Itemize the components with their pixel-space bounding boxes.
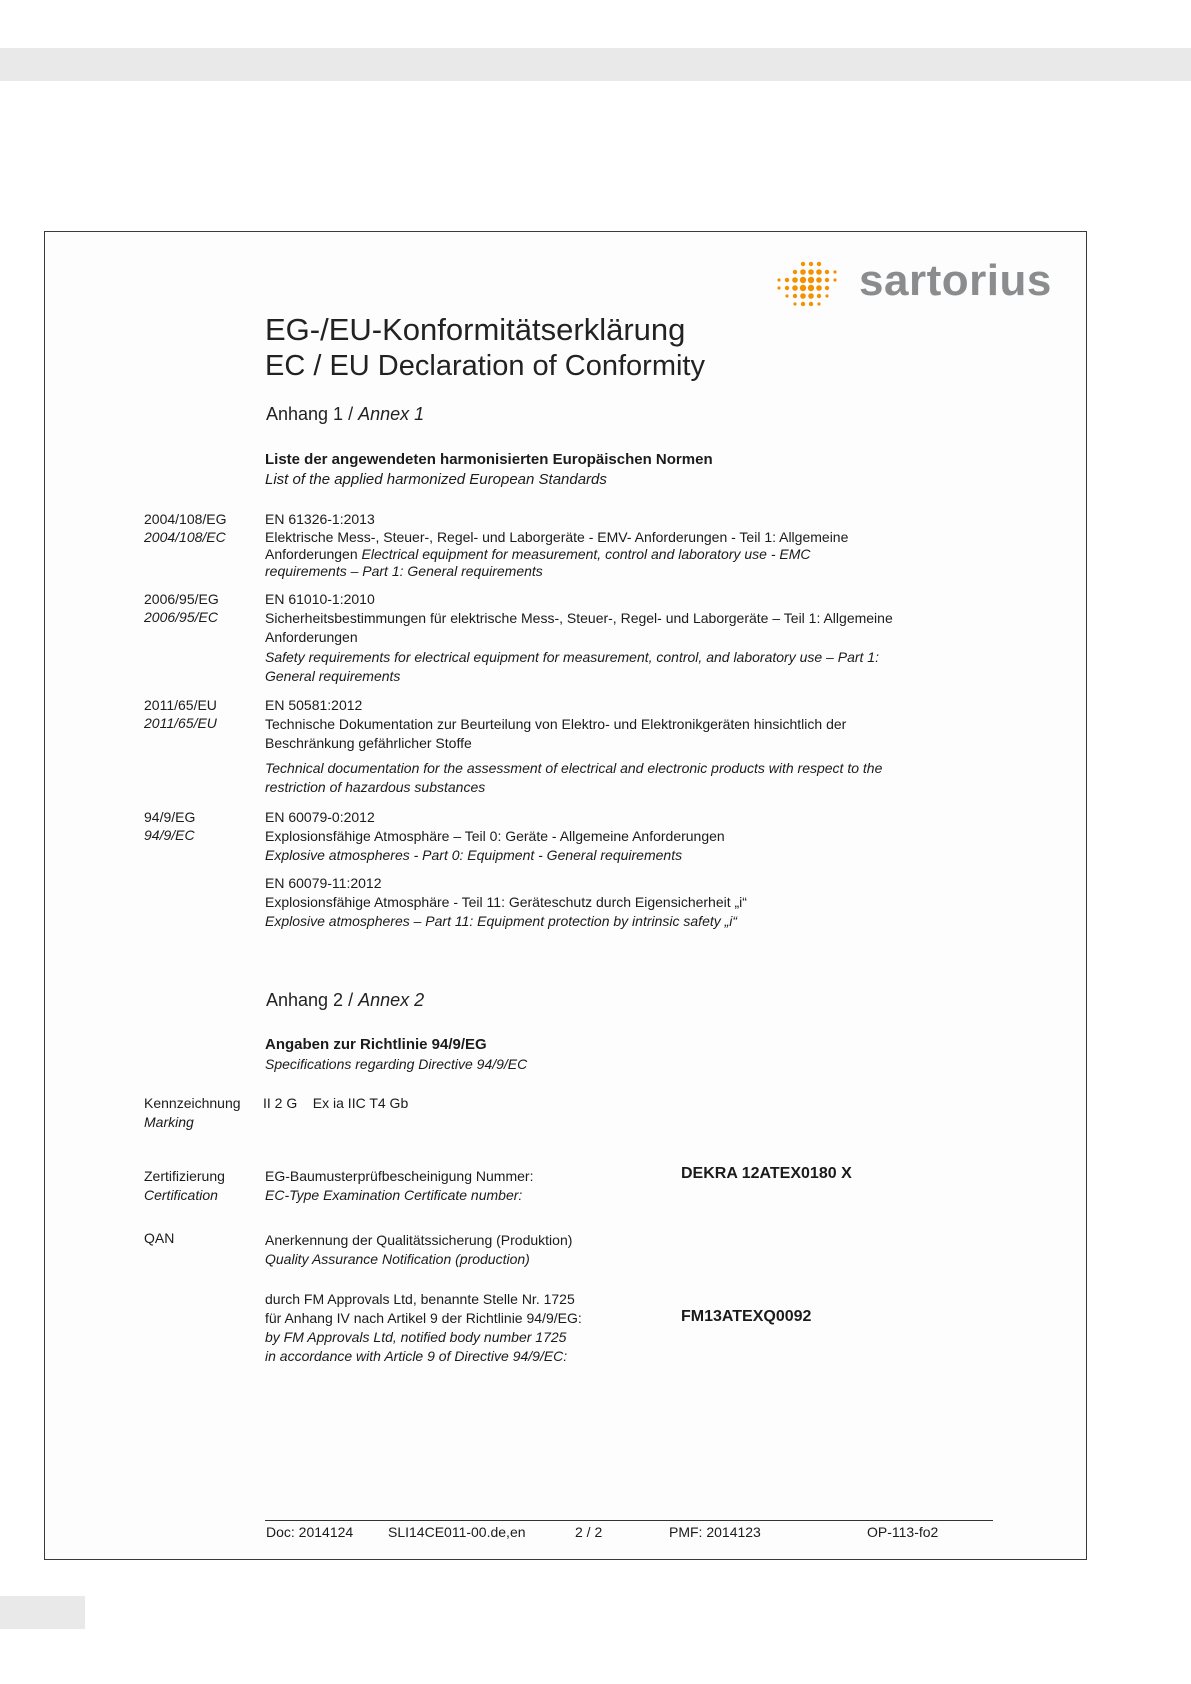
directive-de: 94/9/EG [144, 809, 196, 825]
directive-spec-de: Angaben zur Richtlinie 94/9/EG [265, 1036, 487, 1053]
title-en: EC / EU Declaration of Conformity [265, 350, 705, 382]
annex1-heading-de: Anhang 1 / [266, 404, 354, 424]
notified-body-article-en: in accordance with Article 9 of Directive 94/9/EC: [265, 1348, 568, 1364]
notified-body-article-de: für Anhang IV nach Artikel 9 der Richtlinie 94/9/EG: [265, 1310, 582, 1326]
annex2-heading-en: Annex 2 [358, 990, 425, 1010]
footer-divider [265, 1520, 993, 1521]
standard-number: EN 61326-1:2013 [265, 511, 375, 527]
standard-title-en: Safety requirements for electrical equipment for measurement, control, and laboratory use – Part 1: [265, 649, 879, 665]
directive-de: 2011/65/EU [144, 697, 217, 713]
standard-title-de: Anforderungen [265, 546, 358, 562]
standard-number: EN 60079-0:2012 [265, 809, 375, 825]
certificate-text-de: EG-Baumusterprüfbescheinigung Nummer: [265, 1168, 534, 1184]
standard-title-en-cont: General requirements [265, 668, 401, 684]
standard-title-de: Sicherheitsbestimmungen für elektrische Mess-, Steuer-, Regel- und Laborgeräte – Teil 1: Allgemeine [265, 610, 893, 626]
footer-page: 2 / 2 [575, 1524, 603, 1540]
notified-body-de: durch FM Approvals Ltd, benannte Stelle Nr. 1725 [265, 1291, 575, 1307]
standard-number: EN 61010-1:2010 [265, 591, 375, 607]
qan-number: FM13ATEXQ0092 [681, 1308, 812, 1325]
top-gray-bar [0, 48, 1191, 81]
certification-label-en: Certification [144, 1187, 218, 1203]
marking-label-de: Kennzeichnung [144, 1095, 241, 1111]
certificate-text-en: EC-Type Examination Certificate number: [265, 1187, 523, 1203]
standard-title-de: Explosionsfähige Atmosphäre - Teil 11: Geräteschutz durch Eigensicherheit „i“ [265, 894, 747, 910]
marking-label-en: Marking [144, 1114, 194, 1130]
directive-de: 2006/95/EG [144, 591, 219, 607]
directive-en: 2011/65/EU [144, 715, 217, 731]
directive-en: 2004/108/EC [144, 529, 226, 545]
bottom-left-gray-tab [0, 1596, 85, 1629]
certification-label-de: Zertifizierung [144, 1168, 225, 1184]
directive-en: 94/9/EC [144, 827, 195, 843]
qan-label: QAN [144, 1230, 175, 1246]
notified-body-en: by FM Approvals Ltd, notified body number 1725 [265, 1329, 567, 1345]
brand-name: sartorius [859, 256, 1052, 305]
standards-list-en: List of the applied harmonized European Standards [265, 471, 607, 488]
sartorius-logo [773, 256, 1052, 312]
footer-reference: SLI14CE011-00.de,en [388, 1524, 526, 1540]
annex1-heading [266, 404, 424, 425]
standard-title-de-cont: Beschränkung gefährlicher Stoffe [265, 735, 472, 751]
directive-spec-en: Specifications regarding Directive 94/9/EC [265, 1056, 528, 1072]
qan-text-de: Anerkennung der Qualitätssicherung (Produktion) [265, 1232, 573, 1248]
standard-title-en: Technical documentation for the assessment of electrical and electronic products with respect to the [265, 760, 883, 776]
logo-dots-icon [773, 260, 843, 310]
footer-form: OP-113-fo2 [867, 1524, 939, 1540]
standard-title-en: Electrical equipment for measurement, control and laboratory use - EMC [361, 546, 811, 562]
standard-title-en: Explosive atmospheres - Part 0: Equipment - General requirements [265, 847, 683, 863]
title-de: EG-/EU-Konformitätserklärung [265, 312, 686, 347]
footer-doc: Doc: 2014124 [266, 1524, 354, 1540]
directive-en: 2006/95/EC [144, 609, 218, 625]
annex2-heading-de: Anhang 2 / [266, 990, 354, 1010]
standard-number: EN 60079-11:2012 [265, 875, 382, 891]
standard-title-de: Explosionsfähige Atmosphäre – Teil 0: Geräte - Allgemeine Anforderungen [265, 828, 725, 844]
standards-list-de: Liste der angewendeten harmonisierten Europäischen Normen [265, 451, 713, 468]
directive-de: 2004/108/EG [144, 511, 227, 527]
declaration-page [44, 231, 1087, 1560]
standard-title-de-cont: Anforderungen [265, 629, 358, 645]
marking-value: II 2 G Ex ia IIC T4 Gb [263, 1095, 409, 1111]
standard-title: Elektrische Mess-, Steuer-, Regel- und Laborgeräte - EMV- Anforderungen - Teil 1: Allgemeine [265, 529, 849, 545]
standard-title-en-cont: requirements – Part 1: General requirements [265, 563, 543, 579]
qan-text-en: Quality Assurance Notification (production) [265, 1251, 530, 1267]
standard-number: EN 50581:2012 [265, 697, 363, 713]
footer-pmf: PMF: 2014123 [669, 1524, 761, 1540]
annex2-heading [266, 990, 424, 1011]
certificate-number: DEKRA 12ATEX0180 X [681, 1165, 852, 1182]
standard-title-en-cont: restriction of hazardous substances [265, 779, 486, 795]
standard-title-de: Technische Dokumentation zur Beurteilung von Elektro- und Elektronikgeräten hinsichtlich der [265, 716, 847, 732]
standard-title-en: Explosive atmospheres – Part 11: Equipment protection by intrinsic safety „i“ [265, 913, 738, 929]
annex1-heading-en: Annex 1 [358, 404, 425, 424]
